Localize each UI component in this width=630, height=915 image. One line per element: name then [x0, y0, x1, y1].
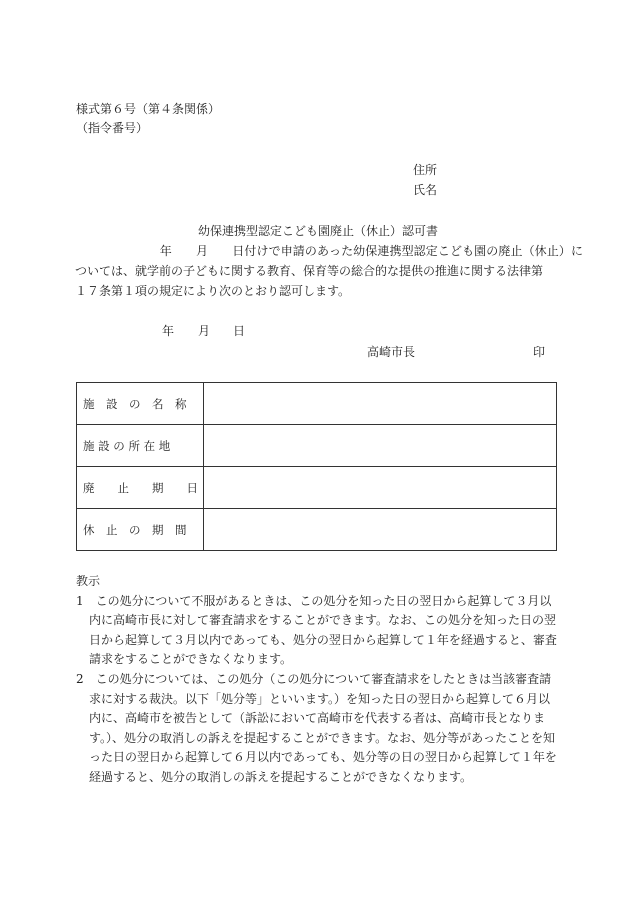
notice-item-2 [76, 670, 561, 788]
designation-number: （指令番号） [76, 121, 149, 135]
issuer-name: 高崎市長 [367, 345, 416, 359]
facility-location-label: 施 設 の 所 在 地 [77, 425, 204, 467]
date-year: 年 [162, 324, 175, 338]
abolition-date-value [204, 467, 557, 509]
notice-item-number: 2 [76, 671, 84, 686]
suspension-period-label: 休 止 の 期 間 [77, 509, 204, 551]
body-line-1: 年 月 日付けで申請のあった幼保連携型認定こども園の廃止（休止）に [75, 244, 584, 258]
document-title: 幼保連携型認定こども園廃止（休止）認可書 [198, 224, 439, 238]
notice-item-text: この処分については、この処分（この処分について審査請求をしたときは当該審査請求に対する裁決。以下「処分等」といいます。）を知った日の翌日から起算して６月以内に、高崎市を被告として（訴訟において高崎市を代表する者は、高崎市長となります。）、処分の取消しの訴えを提起することができます。なお、処分等があったことを知った日の翌日から起算して６月以内であっても、処分等の日の翌日から起算して１年を経過すると、処分の取消しの訴えを提起することができなくなります。 [83, 671, 557, 784]
notice-section [76, 572, 561, 788]
table-row [77, 425, 557, 467]
facility-info-table [76, 382, 557, 551]
date-month: 月 [198, 324, 211, 338]
body-line-2: ついては、就学前の子どもに関する教育、保育等の総合的な提供の推進に関する法律第 [75, 264, 544, 278]
notice-heading: 教示 [76, 574, 101, 588]
address-label: 住所 [413, 163, 438, 177]
form-number: 様式第６号（第４条関係） [76, 102, 221, 116]
body-line-3: １７条第１項の規定により次のとおり認可します。 [75, 284, 351, 298]
facility-location-value [204, 425, 557, 467]
name-label: 氏名 [413, 183, 438, 197]
facility-name-label: 施 設 の 名 称 [77, 383, 204, 425]
date-day: 日 [233, 324, 246, 338]
abolition-date-label: 廃 止 期 日 [77, 467, 204, 509]
notice-item-text: この処分について不服があるときは、この処分を知った日の翌日から起算して３月以内に高崎市長に対して審査請求をすることができます。なお、この処分を知った日の翌日から起算して３月以内であっても、処分の翌日から起算して１年を経過すると、審査請求をすることができなくなります。 [83, 593, 557, 667]
notice-item-1 [76, 592, 561, 670]
table-row [77, 509, 557, 551]
table-row [77, 383, 557, 425]
notice-item-number: 1 [76, 593, 84, 608]
seal-mark: 印 [533, 345, 546, 359]
suspension-period-value [204, 509, 557, 551]
table-row [77, 467, 557, 509]
facility-name-value [204, 383, 557, 425]
